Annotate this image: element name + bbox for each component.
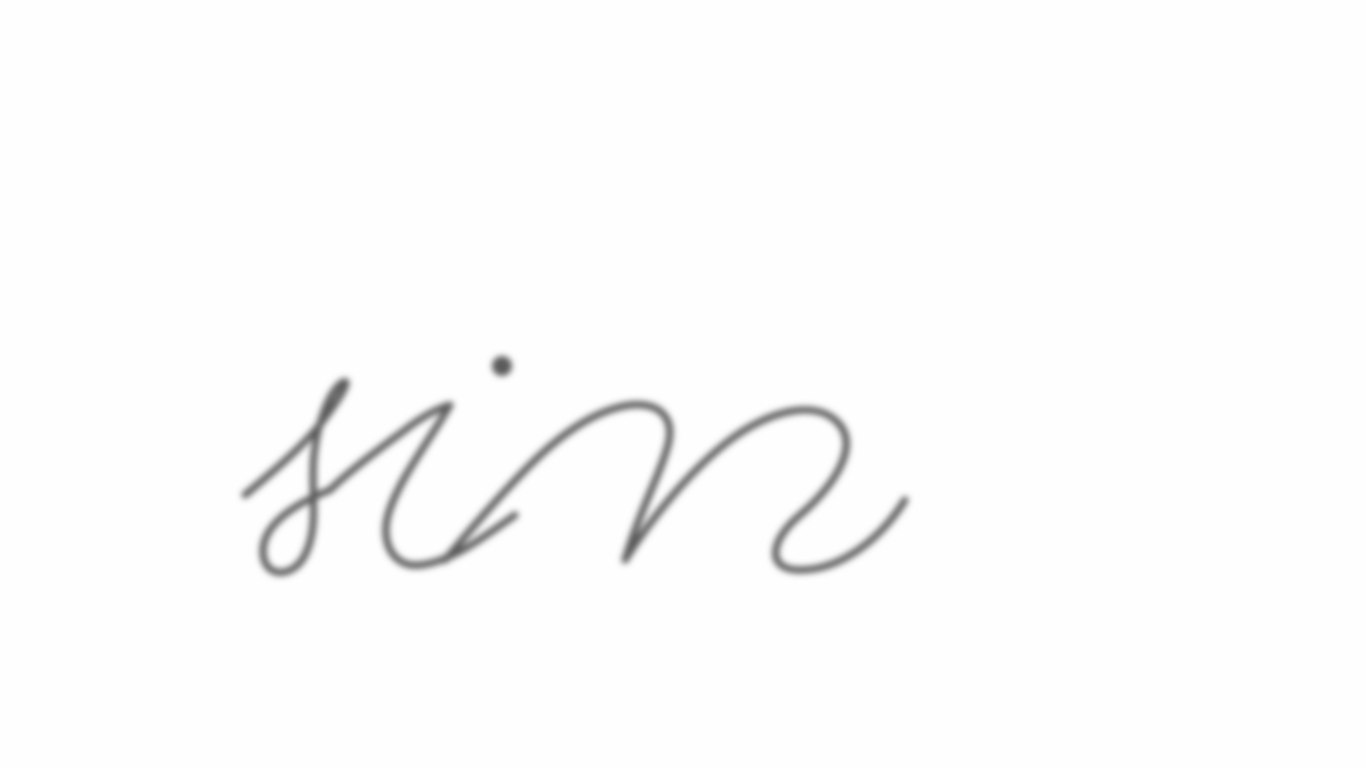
letter-s-stroke [245, 381, 346, 572]
letter-i-stroke [330, 405, 515, 565]
letter-i-dot [492, 356, 512, 376]
ink-strokes [245, 356, 905, 572]
